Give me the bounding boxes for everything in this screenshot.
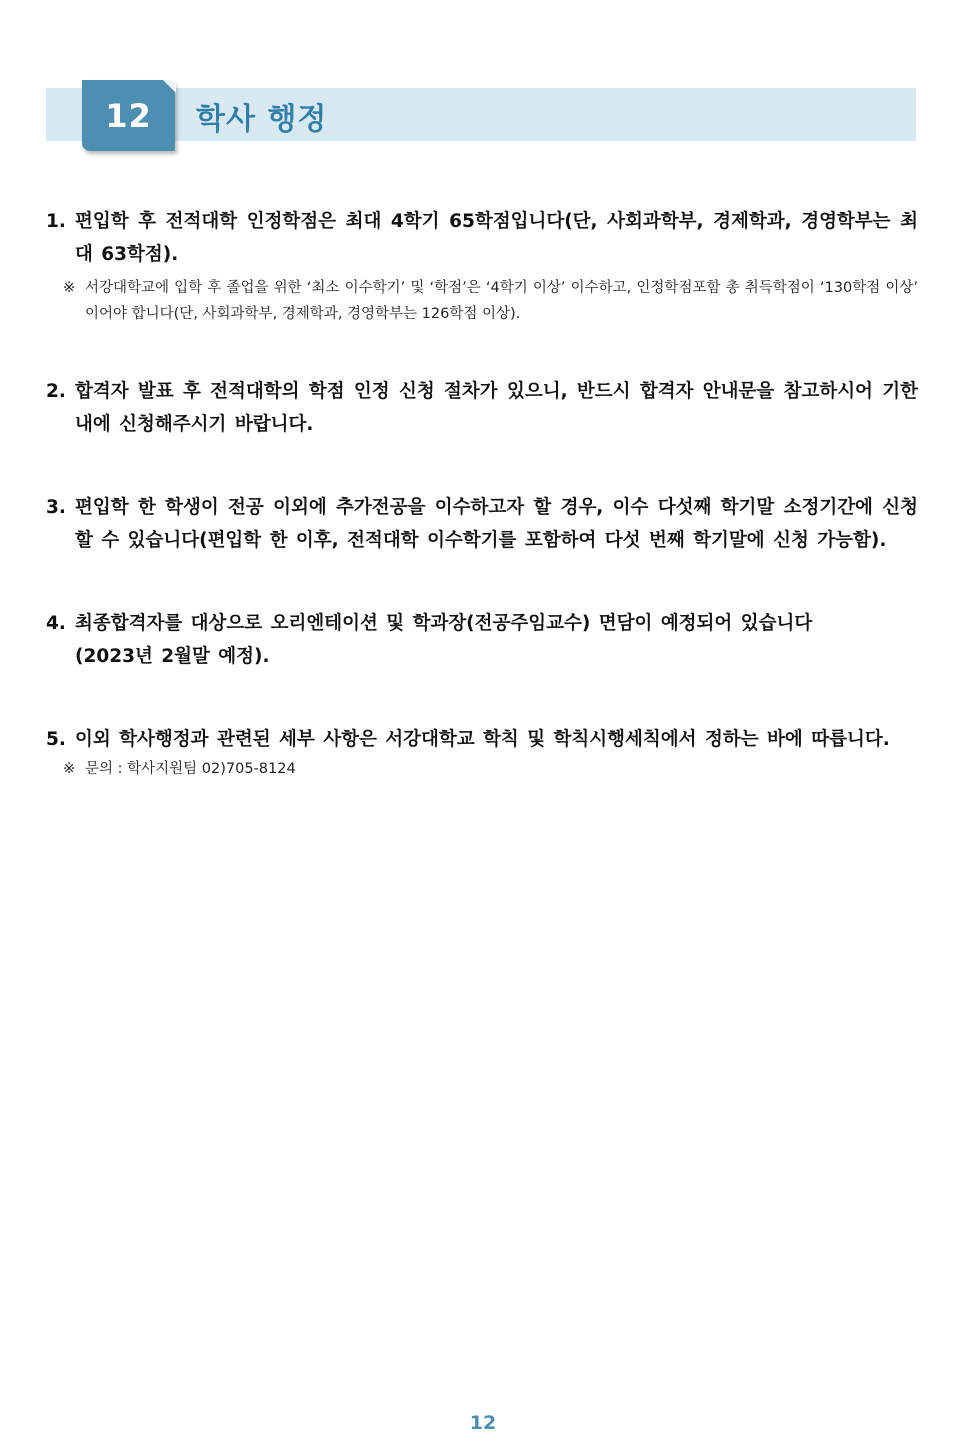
contact-text: 문의 : 학사지원팀 02)705-8124: [85, 761, 296, 777]
item-text: 이외 학사행정과 관련된 세부 사항은 서강대학교 학칙 및 학칙시행세칙에서 정하는 바에 따릅니다.: [75, 729, 890, 750]
note-mark: ※: [63, 280, 76, 296]
notice-item-1: [46, 205, 918, 327]
section-title: 학사 행정: [196, 102, 328, 137]
item-text-line-1: 최종합격자를 대상으로 오리엔테이션 및 학과장(전공주임교수) 면담이 예정되어 있습니다: [75, 613, 813, 634]
item-text: 합격자 발표 후 전적대학의 학점 인정 신청 절차가 있으니, 반드시 합격자 안내문을 참고하시어 기한내에 신청해주시기 바랍니다.: [75, 381, 918, 435]
item-number: 2.: [46, 381, 66, 402]
item-note: [46, 275, 918, 327]
contact-note: [46, 756, 918, 782]
notice-item-4: [46, 607, 918, 673]
note-mark: ※: [63, 761, 76, 777]
section-number: 12: [105, 96, 152, 135]
notice-item-3: [46, 491, 918, 557]
item-text-line-2: (2023년 2월말 예정).: [75, 646, 270, 667]
note-text: 서강대학교에 입학 후 졸업을 위한 ‘최소 이수학기’ 및 ‘학점’은 ‘4학기 이상’ 이수하고, 인정학점포함 총 취득학점이 ‘130학점 이상’ 이어야 합니다(단, 사회과학부, 경제학과, 경영학부는 126학점 이상).: [85, 280, 918, 322]
notice-list: [46, 205, 918, 832]
item-number: 4.: [46, 613, 66, 634]
item-text: [75, 607, 918, 673]
item-text: 편입학 한 학생이 전공 이외에 추가전공을 이수하고자 할 경우, 이수 다섯째 학기말 소정기간에 신청 할 수 있습니다(편입학 한 이후, 전적대학 이수학기를 포함하여 다섯 번째 학기말에 신청 가능함).: [75, 497, 918, 551]
notice-item-2: [46, 375, 918, 441]
section-number-box: [82, 80, 175, 151]
item-text: 편입학 후 전적대학 인정학점은 최대 4학기 65학점입니다(단, 사회과학부, 경제학과, 경영학부는 최대 63학점).: [75, 211, 918, 265]
item-number: 5.: [46, 729, 66, 750]
page-number: 12: [469, 1412, 497, 1434]
section-header-band: [46, 88, 916, 141]
item-number: 3.: [46, 497, 66, 518]
item-number: 1.: [46, 211, 66, 232]
notice-item-5: [46, 723, 918, 782]
